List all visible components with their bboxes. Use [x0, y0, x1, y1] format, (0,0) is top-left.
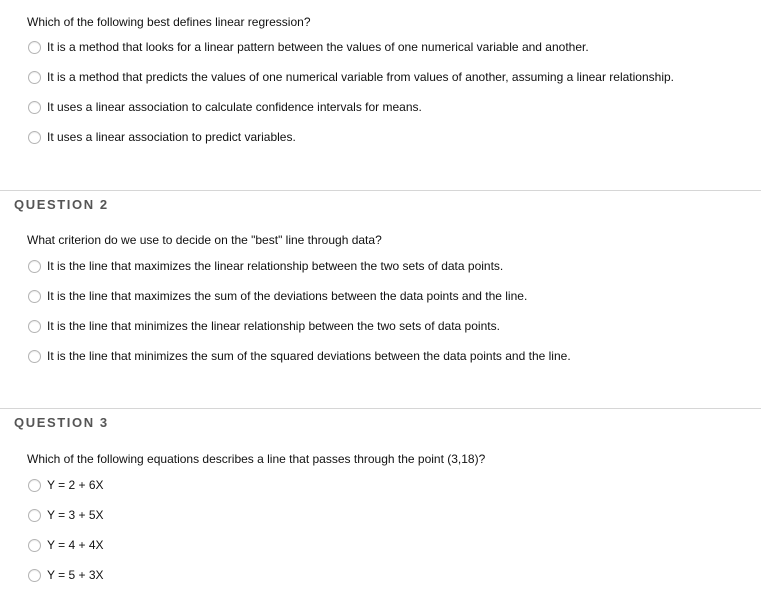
option-3[interactable]	[28, 537, 104, 553]
question-text: What criterion do we use to decide on the "best" line through data?	[27, 233, 382, 247]
option-4[interactable]	[28, 129, 296, 145]
option-2[interactable]	[28, 69, 674, 85]
option-label: It uses a linear association to predict variables.	[47, 130, 296, 144]
radio-button[interactable]	[28, 509, 41, 522]
option-label: Y = 4 + 4X	[47, 538, 104, 552]
option-2[interactable]	[28, 507, 104, 523]
radio-button[interactable]	[28, 41, 41, 54]
option-label: It uses a linear association to calculate confidence intervals for means.	[47, 100, 422, 114]
question-header: QUESTION 3	[14, 415, 109, 430]
question-text: Which of the following best defines linear regression?	[27, 15, 311, 29]
radio-button[interactable]	[28, 71, 41, 84]
question-header: QUESTION 2	[14, 197, 109, 212]
option-label: It is the line that maximizes the sum of the deviations between the data points and the line.	[47, 289, 528, 303]
radio-button[interactable]	[28, 350, 41, 363]
radio-button[interactable]	[28, 479, 41, 492]
option-3[interactable]	[28, 99, 422, 115]
option-2[interactable]	[28, 288, 527, 304]
radio-button[interactable]	[28, 260, 41, 273]
divider	[0, 408, 761, 409]
option-4[interactable]	[28, 348, 571, 364]
radio-button[interactable]	[28, 569, 41, 582]
question-text: Which of the following equations describes a line that passes through the point (3,18)?	[27, 452, 486, 466]
option-label: It is the line that minimizes the linear relationship between the two sets of data points.	[47, 319, 500, 333]
option-label: It is a method that looks for a linear pattern between the values of one numerical variable and another.	[47, 40, 589, 54]
option-1[interactable]	[28, 258, 503, 274]
option-label: Y = 5 + 3X	[47, 568, 104, 582]
option-label: Y = 3 + 5X	[47, 508, 104, 522]
radio-button[interactable]	[28, 320, 41, 333]
radio-button[interactable]	[28, 131, 41, 144]
radio-button[interactable]	[28, 101, 41, 114]
option-label: It is a method that predicts the values of one numerical variable from values of another, assuming a linear relationship.	[47, 70, 675, 84]
option-label: Y = 2 + 6X	[47, 478, 104, 492]
option-1[interactable]	[28, 477, 104, 493]
divider	[0, 190, 761, 191]
option-1[interactable]	[28, 39, 589, 55]
radio-button[interactable]	[28, 290, 41, 303]
option-label: It is the line that minimizes the sum of the squared deviations between the data points and the line.	[47, 349, 571, 363]
radio-button[interactable]	[28, 539, 41, 552]
option-4[interactable]	[28, 567, 104, 583]
option-label: It is the line that maximizes the linear relationship between the two sets of data points.	[47, 259, 504, 273]
option-3[interactable]	[28, 318, 500, 334]
